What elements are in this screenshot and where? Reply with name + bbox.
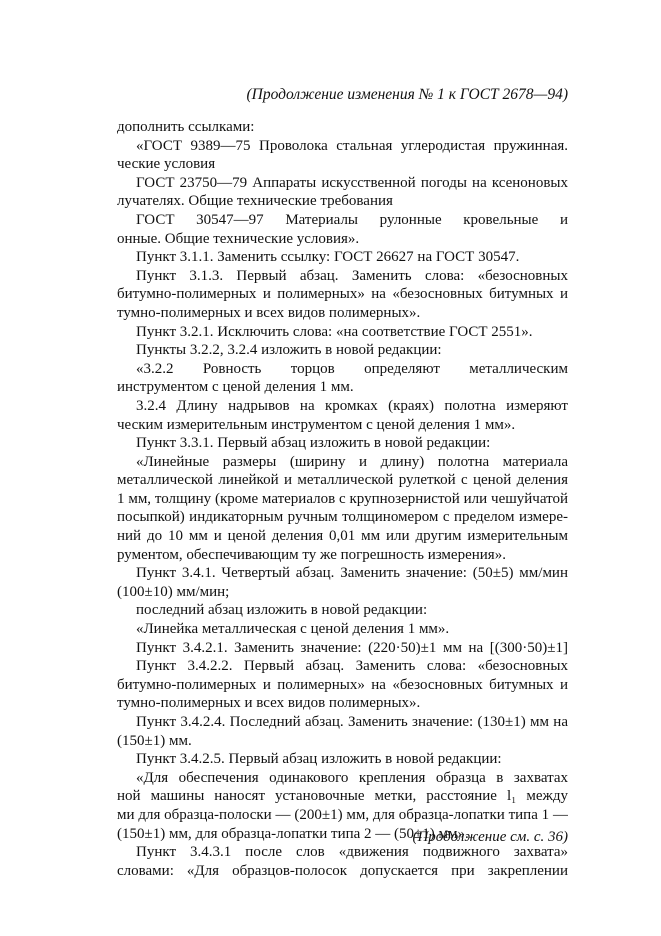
text-line: «3.2.2 Ровность торцов определяют металлическим [136, 360, 568, 377]
text-line: Пункт 3.1.1. Заменить ссылку: ГОСТ 26627 на ГОСТ 30547. [136, 249, 520, 266]
text-line: «Линейка металлическая с ценой деления 1 мм». [136, 621, 450, 638]
text-line: ГОСТ 30547—97 Материалы рулонные кровельные и [136, 211, 568, 228]
text-line: Пункт 3.4.2.1. Заменить значение: (220·50)±1 мм на [(300·50)±1] [136, 639, 568, 656]
text-line: ми для образца-полоски — (200±1) мм, для образца-лопатки типа 1 — [117, 806, 568, 823]
text-line: (150±1) мм. [117, 732, 192, 749]
text-line: 3.2.4 Длину надрывов на кромках (краях) полотна измеряют [136, 397, 568, 414]
text-line: металлической линейкой и металлической рулеткой с ценой деления [117, 472, 568, 489]
text-line: рументом, обеспечивающим ту же погрешность измерения». [117, 546, 506, 563]
text-line: Пункт 3.4.2.4. Последний абзац. Заменить значение: (130±1) мм на [136, 714, 568, 730]
text-line: «Для обеспечения одинакового крепления образца в захватах [136, 769, 568, 786]
text-line: тумно-полимерных и всех видов полимерных». [117, 695, 421, 712]
text-line: посыпкой) индикаторным ручным толщиномером с пределом измере- [117, 509, 568, 526]
text-line: инструментом с ценой деления 1 мм. [117, 379, 354, 396]
text-line: ной машины наносят установочные метки, расстояние l₁ между [117, 788, 568, 805]
text-line: ний до 10 мм и ценой деления 0,01 мм или другим измерительным [117, 528, 568, 545]
text-line: (150±1) мм, для образца-лопатки типа 2 — (50±1) мм». [117, 825, 469, 842]
text-line: ГОСТ 23750—79 Аппараты искусственной погоды на ксеноновых [136, 174, 568, 191]
text-line: битумно-полимерных и полимерных» на «безосновных битумных и [117, 676, 568, 693]
text-line: Пункт 3.3.1. Первый абзац изложить в новой редакции: [136, 435, 491, 452]
text-line: Пункт 3.4.3.1 после слов «движения подвижного захвата» [136, 844, 568, 861]
text-line: Пункты 3.2.2, 3.2.4 изложить в новой редакции: [136, 342, 442, 359]
text-line: (100±10) мм/мин; [117, 583, 230, 600]
text-line: дополнить ссылками: [117, 119, 255, 135]
text-line: последний абзац изложить в новой редакции: [136, 602, 428, 619]
text-line: Пункт 3.4.2.5. Первый абзац изложить в новой редакции: [136, 751, 502, 768]
text-line: 1 мм, толщину (кроме материалов с крупнозернистой или чешуйчатой [117, 490, 568, 507]
text-line: ческие условия [117, 156, 216, 173]
text-line: «Линейные размеры (ширину и длину) полотна материала [136, 453, 568, 470]
text-line: битумно-полимерных и полимерных» на «безосновных битумных и [117, 286, 568, 303]
text-line: Пункт 3.1.3. Первый абзац. Заменить слова: «безосновных [136, 267, 568, 284]
page-footer: (Продолжение см. с. 36) [412, 829, 568, 845]
text-line: Пункт 3.4.1. Четвертый абзац. Заменить значение: (50±5) мм/мин [136, 565, 568, 582]
text-line: Пункт 3.2.1. Исключить слова: «на соответствие ГОСТ 2551». [136, 323, 533, 340]
text-line: онные. Общие технические условия». [117, 230, 360, 247]
page-header: (Продолжение изменения № 1 к ГОСТ 2678—94) [246, 86, 568, 103]
text-line: тумно-полимерных и всех видов полимерных». [117, 304, 421, 321]
text-line: словами: «Для образцов-полосок допускается при закреплении [117, 862, 568, 879]
text-line: ческим измерительным инструментом с ценой деления 1 мм». [117, 416, 516, 433]
text-line: лучателях. Общие технические требования [117, 193, 393, 210]
text-line: «ГОСТ 9389—75 Проволока стальная углеродистая пружинная. [136, 137, 568, 154]
text-line: Пункт 3.4.2.2. Первый абзац. Заменить слова: «безосновных [136, 658, 568, 675]
document-body [117, 118, 568, 880]
